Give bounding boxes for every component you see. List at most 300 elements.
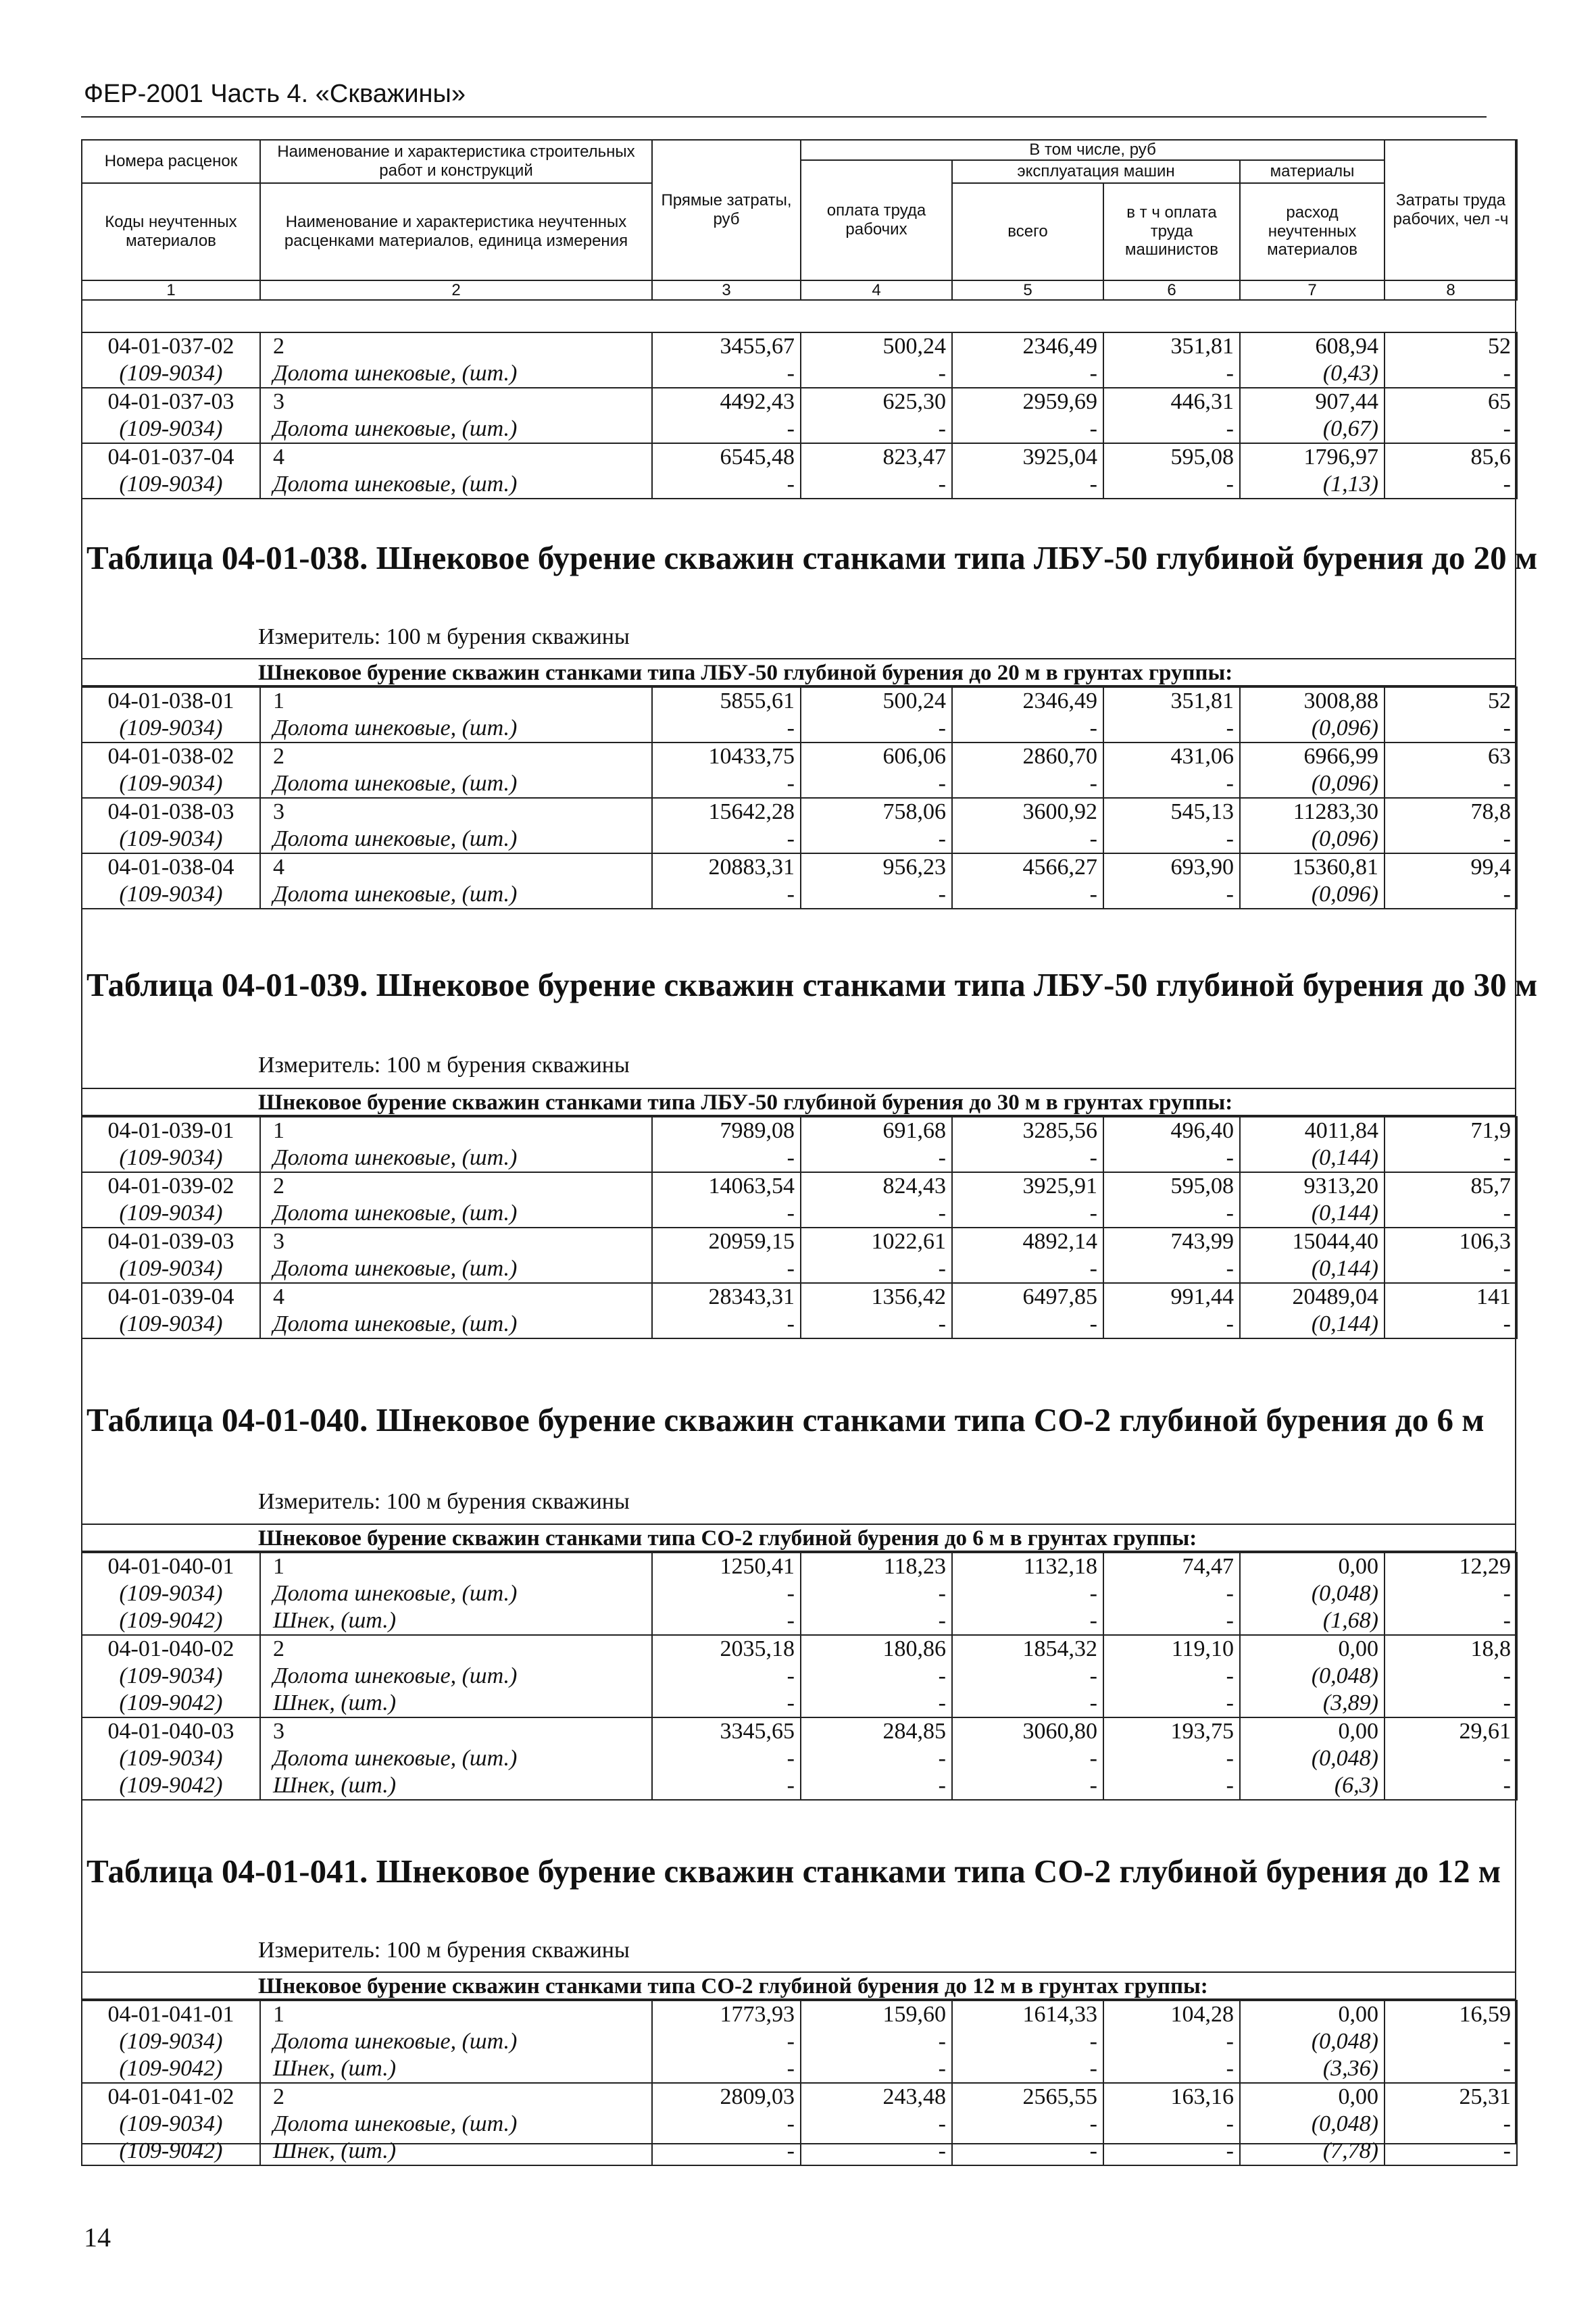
header-material-use: расход неучтенных материалов: [1240, 183, 1385, 280]
worker-pay-cell: -: [801, 881, 952, 909]
direct-costs-cell: -: [652, 770, 801, 798]
work-name-cell: Долота шнековые, (шт.): [260, 1745, 652, 1772]
direct-costs-cell: -: [652, 2138, 801, 2165]
materials-cell: (0,43): [1240, 360, 1385, 388]
labor-costs-cell: -: [1385, 1580, 1517, 1607]
rate-code-cell: 04-01-037-02: [82, 332, 260, 360]
rates-table: [81, 686, 1518, 909]
worker-pay-cell: 159,60: [801, 2001, 952, 2028]
machine-total-cell: -: [952, 2138, 1103, 2165]
work-name-cell: 2: [260, 1635, 652, 1663]
rate-code-cell: (109-9042): [82, 2138, 260, 2165]
machine-total-cell: 2860,70: [952, 743, 1103, 770]
direct-costs-cell: -: [652, 715, 801, 743]
machine-total-cell: -: [952, 471, 1103, 499]
machine-total-cell: -: [952, 1255, 1103, 1283]
rate-code-cell: (109-9034): [82, 2028, 260, 2055]
machine-total-cell: 3285,56: [952, 1117, 1103, 1145]
machine-total-cell: -: [952, 1145, 1103, 1172]
rate-code-cell: 04-01-037-03: [82, 388, 260, 416]
operator-pay-cell: 104,28: [1103, 2001, 1240, 2028]
material-row: [82, 416, 1517, 443]
labor-costs-cell: -: [1385, 770, 1517, 798]
machine-total-cell: -: [952, 416, 1103, 443]
rate-code-cell: (109-9034): [82, 416, 260, 443]
material-row: [82, 1607, 1517, 1635]
material-row: [82, 1663, 1517, 1690]
machine-total-cell: 1132,18: [952, 1553, 1103, 1580]
col-num-7: 7: [1240, 280, 1385, 301]
machine-total-cell: -: [952, 360, 1103, 388]
worker-pay-cell: -: [801, 1311, 952, 1338]
labor-costs-cell: -: [1385, 2055, 1517, 2083]
materials-cell: (0,048): [1240, 1580, 1385, 1607]
machine-total-cell: 2959,69: [952, 388, 1103, 416]
operator-pay-cell: -: [1103, 2028, 1240, 2055]
direct-costs-cell: -: [652, 1663, 801, 1690]
work-name-cell: 4: [260, 1283, 652, 1311]
work-name-cell: Долота шнековые, (шт.): [260, 2111, 652, 2138]
rate-code-cell: 04-01-038-01: [82, 687, 260, 715]
direct-costs-cell: -: [652, 471, 801, 499]
labor-costs-cell: -: [1385, 1311, 1517, 1338]
worker-pay-cell: -: [801, 770, 952, 798]
work-name-cell: Шнек, (шт.): [260, 2138, 652, 2165]
materials-cell: (0,144): [1240, 1311, 1385, 1338]
worker-pay-cell: -: [801, 1663, 952, 1690]
machine-total-cell: -: [952, 770, 1103, 798]
direct-costs-cell: -: [652, 1255, 801, 1283]
rate-code-cell: (109-9034): [82, 1663, 260, 1690]
worker-pay-cell: 118,23: [801, 1553, 952, 1580]
material-row: [82, 1772, 1517, 1800]
materials-cell: (1,68): [1240, 1607, 1385, 1635]
materials-cell: 0,00: [1240, 2083, 1385, 2111]
labor-costs-cell: 12,29: [1385, 1553, 1517, 1580]
work-name-cell: Долота шнековые, (шт.): [260, 826, 652, 853]
direct-costs-cell: -: [652, 1200, 801, 1228]
materials-cell: (3,36): [1240, 2055, 1385, 2083]
direct-costs-cell: 3455,67: [652, 332, 801, 360]
material-row: [82, 1745, 1517, 1772]
work-name-cell: 4: [260, 853, 652, 881]
machine-total-cell: -: [952, 1311, 1103, 1338]
operator-pay-cell: -: [1103, 416, 1240, 443]
work-name-cell: 2: [260, 332, 652, 360]
materials-cell: (0,048): [1240, 2111, 1385, 2138]
labor-costs-cell: -: [1385, 471, 1517, 499]
materials-cell: (0,096): [1240, 826, 1385, 853]
machine-total-cell: -: [952, 2055, 1103, 2083]
labor-costs-cell: -: [1385, 416, 1517, 443]
machine-total-cell: -: [952, 826, 1103, 853]
labor-costs-cell: 52: [1385, 687, 1517, 715]
materials-cell: 0,00: [1240, 1635, 1385, 1663]
machine-total-cell: 1854,32: [952, 1635, 1103, 1663]
labor-costs-cell: 65: [1385, 388, 1517, 416]
rate-code-cell: 04-01-039-04: [82, 1283, 260, 1311]
direct-costs-cell: -: [652, 1690, 801, 1717]
work-name-cell: 3: [260, 798, 652, 826]
work-name-cell: Долота шнековые, (шт.): [260, 1255, 652, 1283]
labor-costs-cell: -: [1385, 2111, 1517, 2138]
materials-cell: 3008,88: [1240, 687, 1385, 715]
direct-costs-cell: 15642,28: [652, 798, 801, 826]
machine-total-cell: -: [952, 1607, 1103, 1635]
table-measure: Измеритель: 100 м бурения скважины: [258, 624, 630, 649]
materials-cell: 0,00: [1240, 2001, 1385, 2028]
rate-code-cell: 04-01-038-03: [82, 798, 260, 826]
work-name-cell: 2: [260, 743, 652, 770]
materials-cell: 9313,20: [1240, 1172, 1385, 1200]
work-name-cell: Шнек, (шт.): [260, 1690, 652, 1717]
col-num-5: 5: [952, 280, 1103, 301]
material-row: [82, 360, 1517, 388]
rate-row: [82, 1283, 1517, 1311]
work-name-cell: 3: [260, 1717, 652, 1745]
work-name-cell: 1: [260, 687, 652, 715]
table-title: Таблица 04-01-040. Шнековое бурение скважин станками типа СО-2 глубиной бурения до 6 м: [86, 1401, 1485, 1438]
direct-costs-cell: -: [652, 2111, 801, 2138]
work-name-cell: 1: [260, 1553, 652, 1580]
col-num-4: 4: [801, 280, 952, 301]
direct-costs-cell: 10433,75: [652, 743, 801, 770]
header-materials: материалы: [1240, 160, 1385, 183]
materials-cell: (0,096): [1240, 770, 1385, 798]
machine-total-cell: 3925,04: [952, 443, 1103, 471]
direct-costs-cell: -: [652, 2028, 801, 2055]
rate-row: [82, 687, 1517, 715]
header-machine-total: всего: [952, 183, 1103, 280]
rate-row: [82, 2001, 1517, 2028]
materials-cell: 0,00: [1240, 1717, 1385, 1745]
worker-pay-cell: -: [801, 2111, 952, 2138]
rate-code-cell: 04-01-041-02: [82, 2083, 260, 2111]
rate-code-cell: 04-01-039-02: [82, 1172, 260, 1200]
worker-pay-cell: 625,30: [801, 388, 952, 416]
header-material-codes: Коды неучтенных материалов: [82, 183, 260, 280]
machine-total-cell: -: [952, 1745, 1103, 1772]
worker-pay-cell: 691,68: [801, 1117, 952, 1145]
work-name-cell: 2: [260, 1172, 652, 1200]
operator-pay-cell: 119,10: [1103, 1635, 1240, 1663]
labor-costs-cell: -: [1385, 360, 1517, 388]
worker-pay-cell: -: [801, 1145, 952, 1172]
work-name-cell: Долота шнековые, (шт.): [260, 1200, 652, 1228]
operator-pay-cell: 351,81: [1103, 332, 1240, 360]
machine-total-cell: 2565,55: [952, 2083, 1103, 2111]
operator-pay-cell: 74,47: [1103, 1553, 1240, 1580]
material-row: [82, 1255, 1517, 1283]
column-header-table: [81, 139, 1518, 301]
header-direct-costs: Прямые затраты, руб: [652, 140, 801, 280]
rate-code-cell: 04-01-040-01: [82, 1553, 260, 1580]
table-caption: Шнековое бурение скважин станками типа СО-2 глубиной бурения до 12 м в грунтах группы:: [81, 1971, 1516, 2000]
machine-total-cell: -: [952, 2028, 1103, 2055]
worker-pay-cell: 1356,42: [801, 1283, 952, 1311]
rate-code-cell: (109-9034): [82, 1200, 260, 1228]
operator-pay-cell: -: [1103, 715, 1240, 743]
col-num-8: 8: [1385, 280, 1517, 301]
labor-costs-cell: 99,4: [1385, 853, 1517, 881]
direct-costs-cell: 4492,43: [652, 388, 801, 416]
materials-cell: (0,096): [1240, 715, 1385, 743]
materials-cell: (0,144): [1240, 1200, 1385, 1228]
machine-total-cell: -: [952, 1690, 1103, 1717]
machine-total-cell: 2346,49: [952, 687, 1103, 715]
worker-pay-cell: -: [801, 360, 952, 388]
table-title: Таблица 04-01-041. Шнековое бурение скважин станками типа СО-2 глубиной бурения до 12 м: [86, 1853, 1501, 1890]
machine-total-cell: 6497,85: [952, 1283, 1103, 1311]
operator-pay-cell: 545,13: [1103, 798, 1240, 826]
direct-costs-cell: 7989,08: [652, 1117, 801, 1145]
direct-costs-cell: 14063,54: [652, 1172, 801, 1200]
rate-code-cell: 04-01-040-02: [82, 1635, 260, 1663]
work-name-cell: Долота шнековые, (шт.): [260, 360, 652, 388]
labor-costs-cell: -: [1385, 2028, 1517, 2055]
machine-total-cell: 4566,27: [952, 853, 1103, 881]
rate-row: [82, 1553, 1517, 1580]
operator-pay-cell: 351,81: [1103, 687, 1240, 715]
direct-costs-cell: 2035,18: [652, 1635, 801, 1663]
page-header: ФЕР-2001 Часть 4. «Скважины»: [84, 80, 466, 108]
rate-row: [82, 1228, 1517, 1255]
material-row: [82, 1580, 1517, 1607]
labor-costs-cell: -: [1385, 1772, 1517, 1800]
worker-pay-cell: -: [801, 1580, 952, 1607]
operator-pay-cell: 496,40: [1103, 1117, 1240, 1145]
materials-cell: (0,67): [1240, 416, 1385, 443]
worker-pay-cell: 956,23: [801, 853, 952, 881]
rate-row: [82, 388, 1517, 416]
rates-table: [81, 2000, 1518, 2166]
materials-cell: 20489,04: [1240, 1283, 1385, 1311]
operator-pay-cell: -: [1103, 1772, 1240, 1800]
table-measure: Измеритель: 100 м бурения скважины: [258, 1053, 630, 1078]
operator-pay-cell: -: [1103, 2138, 1240, 2165]
rate-code-cell: 04-01-039-01: [82, 1117, 260, 1145]
materials-cell: 907,44: [1240, 388, 1385, 416]
work-name-cell: Долота шнековые, (шт.): [260, 471, 652, 499]
rate-row: [82, 743, 1517, 770]
materials-cell: 4011,84: [1240, 1117, 1385, 1145]
work-name-cell: 3: [260, 1228, 652, 1255]
materials-cell: (0,048): [1240, 1663, 1385, 1690]
operator-pay-cell: -: [1103, 2055, 1240, 2083]
labor-costs-cell: 85,6: [1385, 443, 1517, 471]
labor-costs-cell: -: [1385, 1255, 1517, 1283]
materials-cell: (0,144): [1240, 1255, 1385, 1283]
operator-pay-cell: 991,44: [1103, 1283, 1240, 1311]
work-name-cell: Шнек, (шт.): [260, 1772, 652, 1800]
labor-costs-cell: 78,8: [1385, 798, 1517, 826]
labor-costs-cell: 141: [1385, 1283, 1517, 1311]
worker-pay-cell: -: [801, 1607, 952, 1635]
operator-pay-cell: -: [1103, 471, 1240, 499]
worker-pay-cell: 758,06: [801, 798, 952, 826]
work-name-cell: Долота шнековые, (шт.): [260, 770, 652, 798]
labor-costs-cell: -: [1385, 826, 1517, 853]
operator-pay-cell: 193,75: [1103, 1717, 1240, 1745]
worker-pay-cell: -: [801, 1745, 952, 1772]
rate-code-cell: 04-01-038-04: [82, 853, 260, 881]
materials-cell: 608,94: [1240, 332, 1385, 360]
material-row: [82, 2028, 1517, 2055]
machine-total-cell: 1614,33: [952, 2001, 1103, 2028]
operator-pay-cell: -: [1103, 1690, 1240, 1717]
labor-costs-cell: 18,8: [1385, 1635, 1517, 1663]
rate-code-cell: (109-9034): [82, 826, 260, 853]
operator-pay-cell: -: [1103, 770, 1240, 798]
material-row: [82, 1690, 1517, 1717]
labor-costs-cell: -: [1385, 1690, 1517, 1717]
machine-total-cell: 4892,14: [952, 1228, 1103, 1255]
work-name-cell: Долота шнековые, (шт.): [260, 2028, 652, 2055]
work-name-cell: 3: [260, 388, 652, 416]
worker-pay-cell: 1022,61: [801, 1228, 952, 1255]
rates-table: [81, 1552, 1518, 1801]
machine-total-cell: 3060,80: [952, 1717, 1103, 1745]
work-name-cell: 4: [260, 443, 652, 471]
rate-row: [82, 332, 1517, 360]
direct-costs-cell: -: [652, 2055, 801, 2083]
labor-costs-cell: 25,31: [1385, 2083, 1517, 2111]
materials-cell: 15360,81: [1240, 853, 1385, 881]
direct-costs-cell: 20883,31: [652, 853, 801, 881]
rate-row: [82, 2083, 1517, 2111]
rate-row: [82, 1635, 1517, 1663]
materials-cell: (0,048): [1240, 2028, 1385, 2055]
worker-pay-cell: -: [801, 1772, 952, 1800]
operator-pay-cell: 446,31: [1103, 388, 1240, 416]
rate-row: [82, 443, 1517, 471]
worker-pay-cell: -: [801, 1200, 952, 1228]
operator-pay-cell: -: [1103, 1311, 1240, 1338]
labor-costs-cell: -: [1385, 1663, 1517, 1690]
rates-table: [81, 332, 1518, 499]
rate-code-cell: (109-9042): [82, 1690, 260, 1717]
worker-pay-cell: 500,24: [801, 332, 952, 360]
machine-total-cell: 3925,91: [952, 1172, 1103, 1200]
table-measure: Измеритель: 100 м бурения скважины: [258, 1938, 630, 1963]
work-name-cell: Долота шнековые, (шт.): [260, 1663, 652, 1690]
labor-costs-cell: -: [1385, 715, 1517, 743]
rate-code-cell: 04-01-040-03: [82, 1717, 260, 1745]
rate-row: [82, 853, 1517, 881]
labor-costs-cell: -: [1385, 1745, 1517, 1772]
labor-costs-cell: -: [1385, 1145, 1517, 1172]
table-title: Таблица 04-01-038. Шнековое бурение скважин станками типа ЛБУ-50 глубиной бурения до 20 м: [86, 539, 1538, 576]
worker-pay-cell: -: [801, 471, 952, 499]
rate-code-cell: (109-9034): [82, 360, 260, 388]
direct-costs-cell: 3345,65: [652, 1717, 801, 1745]
materials-cell: (6,3): [1240, 1772, 1385, 1800]
operator-pay-cell: -: [1103, 1745, 1240, 1772]
machine-total-cell: -: [952, 2111, 1103, 2138]
rate-code-cell: 04-01-039-03: [82, 1228, 260, 1255]
machine-total-cell: -: [952, 1772, 1103, 1800]
worker-pay-cell: 243,48: [801, 2083, 952, 2111]
labor-costs-cell: 16,59: [1385, 2001, 1517, 2028]
worker-pay-cell: -: [801, 1255, 952, 1283]
labor-costs-cell: 63: [1385, 743, 1517, 770]
worker-pay-cell: -: [801, 416, 952, 443]
table-caption: Шнековое бурение скважин станками типа ЛБУ-50 глубиной бурения до 30 м в грунтах группы:: [81, 1088, 1516, 1116]
operator-pay-cell: 743,99: [1103, 1228, 1240, 1255]
material-row: [82, 2055, 1517, 2083]
table-title: Таблица 04-01-039. Шнековое бурение скважин станками типа ЛБУ-50 глубиной бурения до 30 м: [86, 966, 1538, 1003]
machine-total-cell: 3600,92: [952, 798, 1103, 826]
operator-pay-cell: -: [1103, 826, 1240, 853]
rate-code-cell: (109-9034): [82, 1580, 260, 1607]
header-operator-pay: в т ч оплата труда машинистов: [1103, 183, 1240, 280]
rate-code-cell: (109-9034): [82, 715, 260, 743]
rate-code-cell: (109-9042): [82, 2055, 260, 2083]
machine-total-cell: -: [952, 715, 1103, 743]
header-labor-costs: Затраты труда рабочих, чел -ч: [1385, 140, 1517, 280]
work-name-cell: Долота шнековые, (шт.): [260, 1311, 652, 1338]
materials-cell: (0,096): [1240, 881, 1385, 909]
materials-cell: (0,144): [1240, 1145, 1385, 1172]
work-name-cell: 1: [260, 2001, 652, 2028]
labor-costs-cell: -: [1385, 2138, 1517, 2165]
rate-row: [82, 1172, 1517, 1200]
machine-total-cell: 2346,49: [952, 332, 1103, 360]
page-number: 14: [84, 2222, 111, 2253]
work-name-cell: Долота шнековые, (шт.): [260, 1145, 652, 1172]
work-name-cell: Долота шнековые, (шт.): [260, 715, 652, 743]
labor-costs-cell: 106,3: [1385, 1228, 1517, 1255]
rates-table: [81, 1116, 1518, 1339]
rate-code-cell: (109-9034): [82, 471, 260, 499]
materials-cell: 0,00: [1240, 1553, 1385, 1580]
material-row: [82, 826, 1517, 853]
rate-code-cell: (109-9034): [82, 1255, 260, 1283]
header-rule: [81, 116, 1487, 118]
material-row: [82, 1145, 1517, 1172]
rate-code-cell: (109-9034): [82, 1145, 260, 1172]
rate-code-cell: (109-9042): [82, 1607, 260, 1635]
materials-cell: 6966,99: [1240, 743, 1385, 770]
machine-total-cell: -: [952, 1663, 1103, 1690]
operator-pay-cell: -: [1103, 1580, 1240, 1607]
worker-pay-cell: 823,47: [801, 443, 952, 471]
direct-costs-cell: 6545,48: [652, 443, 801, 471]
labor-costs-cell: 29,61: [1385, 1717, 1517, 1745]
worker-pay-cell: -: [801, 2055, 952, 2083]
material-row: [82, 2111, 1517, 2138]
rate-code-cell: (109-9034): [82, 2111, 260, 2138]
direct-costs-cell: 2809,03: [652, 2083, 801, 2111]
direct-costs-cell: -: [652, 360, 801, 388]
table-caption: Шнековое бурение скважин станками типа СО-2 глубиной бурения до 6 м в грунтах группы:: [81, 1524, 1516, 1552]
header-work-name: Наименование и характеристика строительных работ и конструкций: [260, 140, 652, 183]
material-row: [82, 471, 1517, 499]
labor-costs-cell: 52: [1385, 332, 1517, 360]
operator-pay-cell: -: [1103, 1255, 1240, 1283]
rate-code-cell: 04-01-038-02: [82, 743, 260, 770]
work-name-cell: 1: [260, 1117, 652, 1145]
rate-code-cell: 04-01-037-04: [82, 443, 260, 471]
direct-costs-cell: -: [652, 416, 801, 443]
material-row: [82, 2138, 1517, 2165]
materials-cell: 15044,40: [1240, 1228, 1385, 1255]
col-num-1: 1: [82, 280, 260, 301]
materials-cell: 11283,30: [1240, 798, 1385, 826]
work-name-cell: 2: [260, 2083, 652, 2111]
rate-row: [82, 1717, 1517, 1745]
operator-pay-cell: -: [1103, 1663, 1240, 1690]
